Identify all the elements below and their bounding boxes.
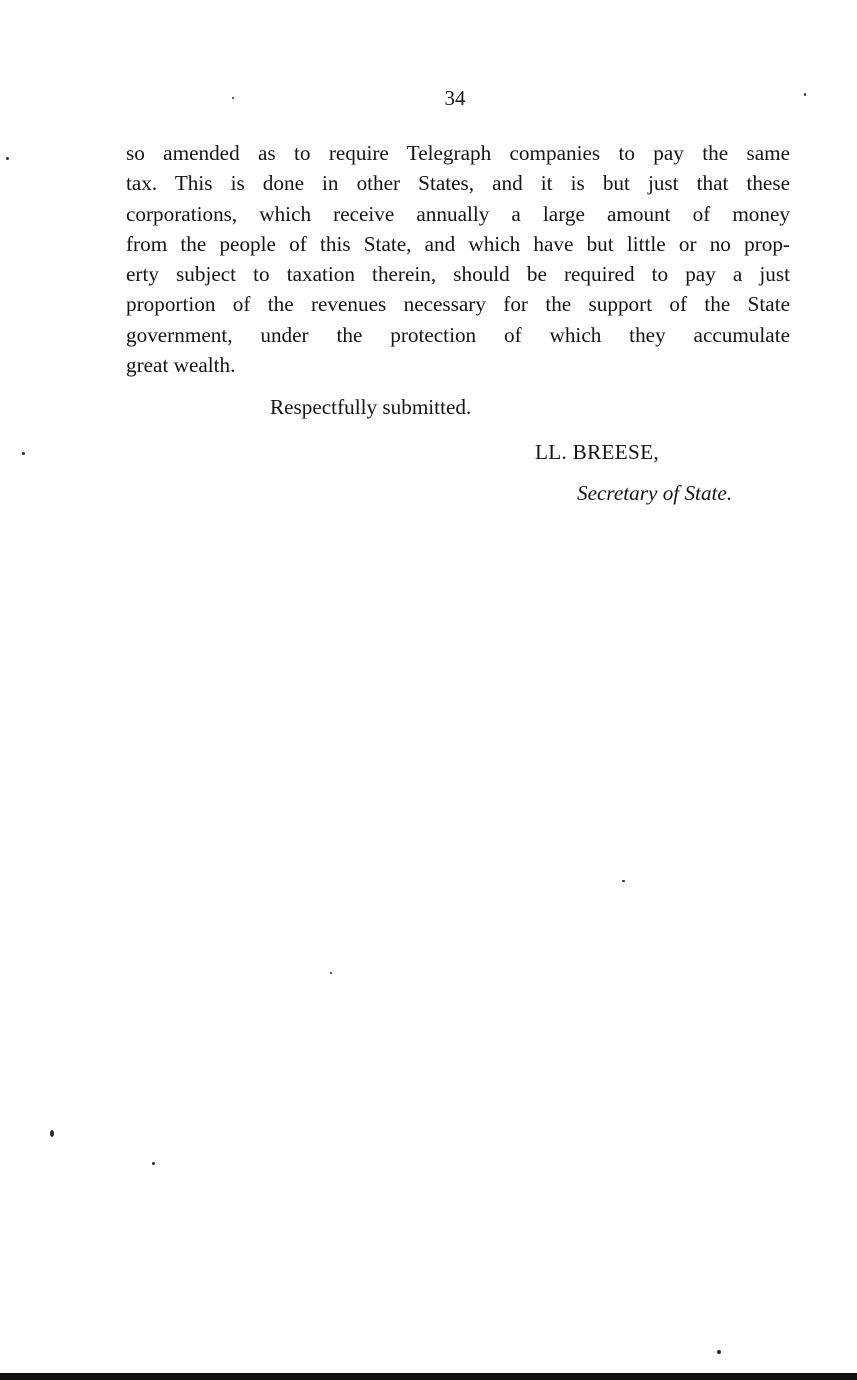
body-line: from the people of this State, and which have but little or no prop-	[126, 231, 790, 256]
body-line: erty subject to taxation therein, should be required to pay a just	[126, 262, 790, 287]
scan-speck	[330, 972, 332, 974]
bottom-border	[0, 1373, 857, 1380]
body-line: so amended as to require Telegraph companies to pay the same	[126, 141, 790, 165]
scan-speck	[717, 1350, 721, 1354]
scan-speck	[804, 93, 806, 96]
closing-line: Respectfully submitted.	[270, 395, 472, 419]
body-line: corporations, which receive annually a large amount of money	[126, 201, 790, 226]
scan-speck	[6, 157, 9, 160]
body-line: great wealth.	[126, 353, 236, 378]
scan-speck	[22, 452, 25, 455]
signer-name: LL. BREESE,	[535, 440, 659, 464]
page-number: 34	[444, 86, 466, 110]
body-line: tax. This is done in other States, and it is but just that these	[126, 171, 790, 196]
body-line: proportion of the revenues necessary for the support of the State	[126, 292, 790, 317]
scan-speck	[232, 97, 234, 99]
body-paragraph	[126, 138, 790, 380]
body-line: government, under the protection of which they accumulate	[126, 322, 790, 347]
scan-speck	[152, 1162, 155, 1165]
signer-title: Secretary of State.	[577, 481, 733, 505]
scan-speck	[50, 1130, 54, 1137]
scan-speck	[622, 880, 625, 882]
